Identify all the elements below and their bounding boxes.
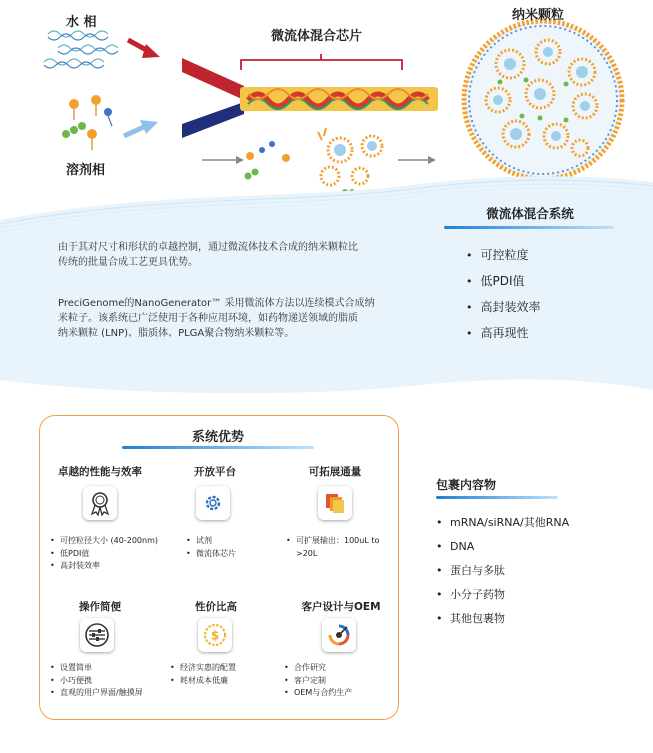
list-item: • 小分子药物 [436, 587, 569, 611]
feature-list [284, 662, 352, 700]
encapsulation-title: 包裹内容物 [436, 478, 497, 492]
list-item: • 可控粒径大小 (40-200nm) [50, 535, 158, 548]
list-item: • 试剂 [186, 535, 236, 548]
feature-title: 开放平台 [194, 466, 236, 478]
feature-list [50, 662, 143, 700]
water-arrow-icon [128, 40, 160, 58]
feature-title: 卓越的性能与效率 [58, 466, 142, 478]
list-item: • 高封装效率 [50, 560, 158, 573]
feature-list [286, 535, 396, 560]
solvent-phase-label: 溶剂相 [66, 163, 106, 178]
system-title-underline [444, 226, 614, 229]
list-item: • OEM与合约生产 [284, 687, 352, 700]
nanoparticle-title: 纳米颗粒 [512, 8, 565, 23]
list-item: • 耗材成本低廉 [170, 675, 236, 688]
feature-title: 客户设计与OEM [301, 601, 381, 613]
intro-paragraph-1: 由于其对尺寸和形状的卓越控制，通过微流体技术合成的纳米颗粒比 传统的批量合成工艺更具优势。 [58, 242, 358, 268]
advantages-title: 系统优势 [191, 430, 244, 445]
dollar-icon [198, 618, 232, 652]
process-arrow-icon [202, 156, 436, 164]
gear-icon [196, 486, 230, 520]
list-item: • 微流体芯片 [186, 548, 236, 561]
feature-title: 可拓展通量 [308, 466, 362, 478]
water-phase-label: 水 相 [66, 15, 97, 30]
lipids-illustration [62, 95, 112, 150]
list-item: • 设置简单 [50, 662, 143, 675]
intro-paragraph-2: PreciGenome的NanoGenerator™ 采用微流体方法以连续模式合成纳 米粒子。该系统已广泛使用于各种应用环境，如药物递送领域的脂质 纳米颗粒 (LNP)、脂质体、PLGA聚合物纳米颗粒等。 [58, 298, 375, 339]
list-item: • 合作研究 [284, 662, 352, 675]
list-item: • 高封装效率 [466, 298, 541, 324]
list-item: • 低PDI值 [466, 272, 541, 298]
encapsulation-list [436, 515, 569, 635]
rna-strands-illustration [44, 31, 118, 68]
list-item: • 直观的用户界面/触摸屏 [50, 687, 143, 700]
list-item: • 可扩展输出：100uL to >20L [286, 535, 396, 560]
list-item: • 高再现性 [466, 324, 541, 350]
svg-text:$: $ [210, 628, 220, 643]
award-badge-icon [83, 486, 117, 520]
chip-title: 微流体混合芯片 [271, 29, 363, 44]
feature-list [50, 535, 158, 573]
advantages-title-underline [122, 446, 314, 449]
sliders-icon [80, 618, 114, 652]
list-item: • 可控粒度 [466, 246, 541, 272]
system-title: 微流体混合系统 [486, 206, 574, 221]
list-item: • 蛋白与多肽 [436, 563, 569, 587]
list-item: • 客户定制 [284, 675, 352, 688]
list-item: • mRNA/siRNA/其他RNA [436, 515, 569, 539]
microfluidic-chip-illustration [182, 58, 438, 138]
solvent-arrow-icon [124, 120, 158, 136]
custom-design-icon [322, 618, 356, 652]
nanoparticle-illustration [464, 21, 622, 179]
list-item: • DNA [436, 539, 569, 563]
feature-list [186, 535, 236, 560]
feature-list [170, 662, 236, 687]
system-feature-list [466, 246, 541, 350]
list-item: • 经济实惠的配置 [170, 662, 236, 675]
feature-title: 性价比高 [195, 601, 237, 613]
encapsulation-title-underline [436, 496, 558, 499]
layers-icon [318, 486, 352, 520]
chip-bracket [241, 60, 402, 70]
list-item: • 小巧便携 [50, 675, 143, 688]
list-item: • 其他包裹物 [436, 611, 569, 635]
list-item: • 低PDI值 [50, 548, 158, 561]
feature-title: 操作简便 [79, 601, 121, 613]
